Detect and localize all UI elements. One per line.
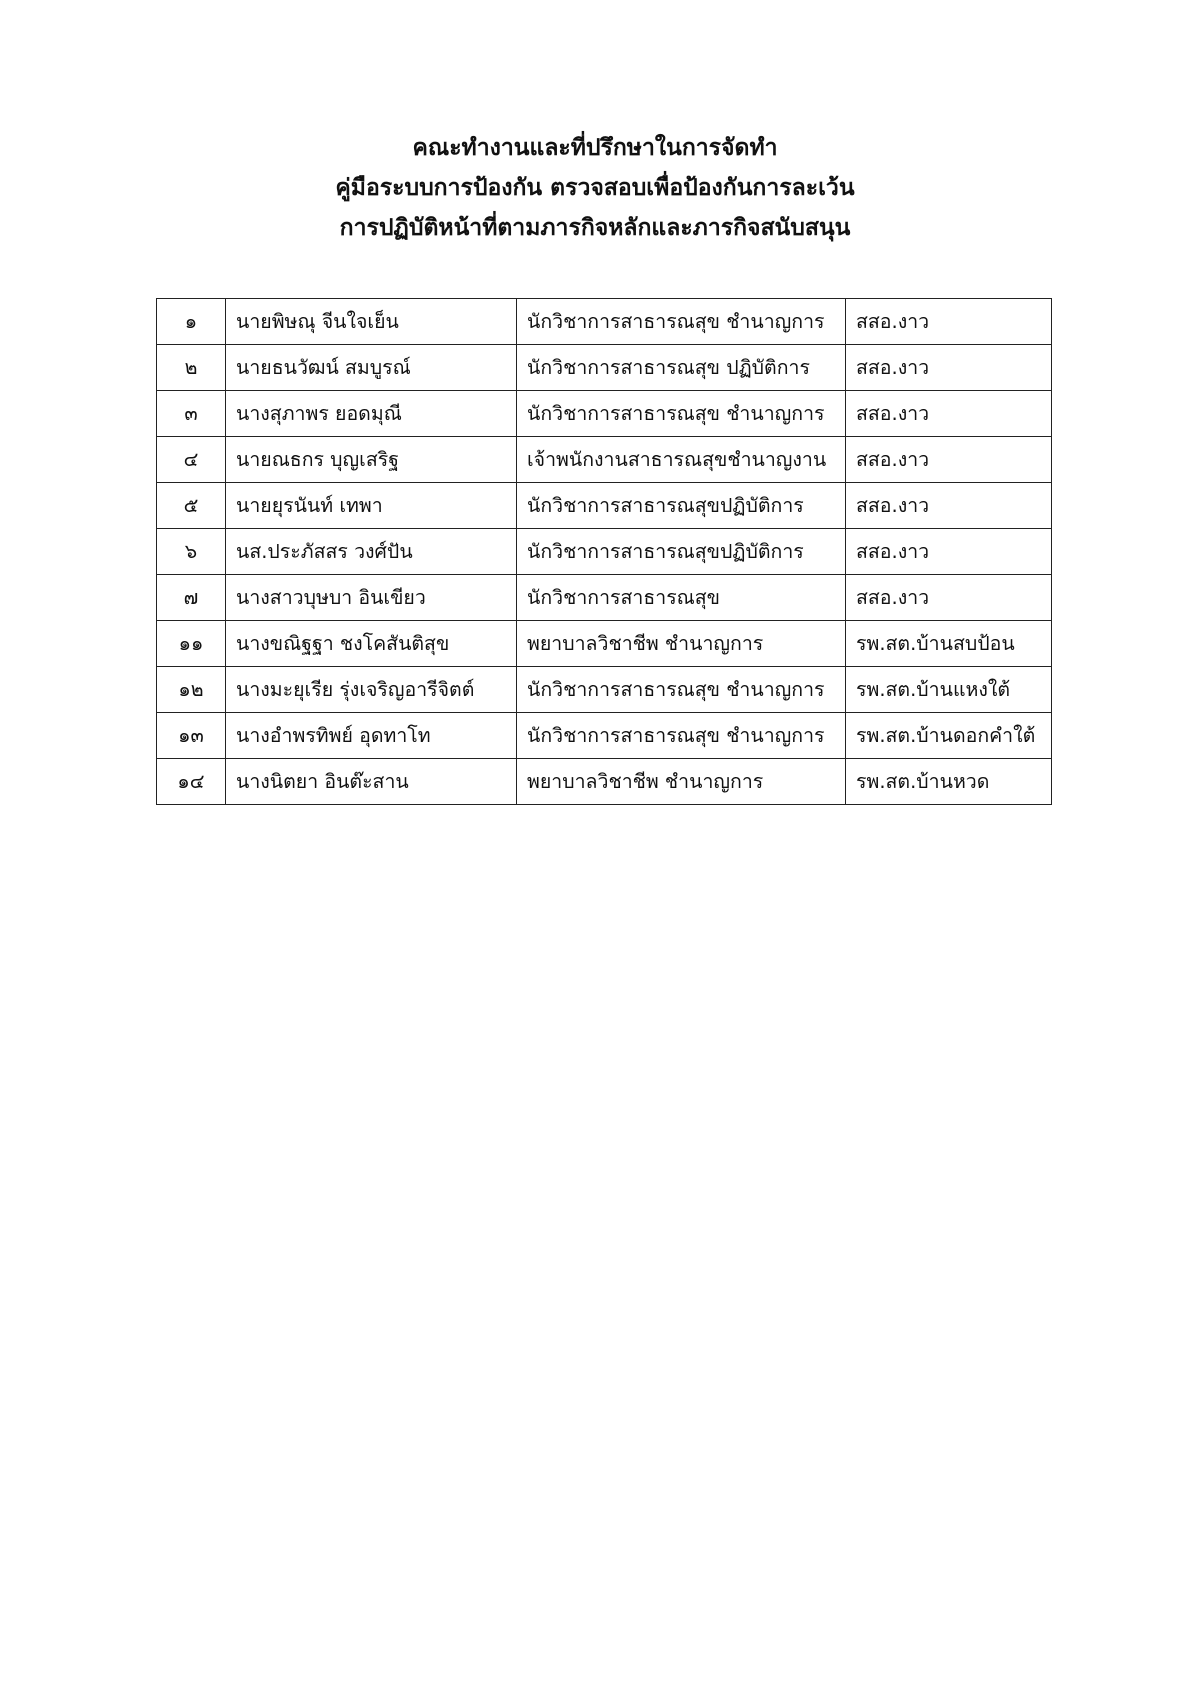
table-row (157, 713, 1052, 759)
member-name: นางสาวบุษบา อินเขียว (226, 575, 517, 621)
table-row (157, 299, 1052, 345)
member-number: ๑๓ (157, 713, 226, 759)
member-number: ๔ (157, 437, 226, 483)
committee-table (156, 298, 1052, 805)
table-row (157, 391, 1052, 437)
member-agency: สสอ.งาว (846, 299, 1052, 345)
member-agency: รพ.สต.บ้านหวด (846, 759, 1052, 805)
member-position: นักวิชาการสาธารณสุข ชำนาญการ (517, 713, 846, 759)
member-agency: สสอ.งาว (846, 345, 1052, 391)
member-agency: รพ.สต.บ้านสบป้อน (846, 621, 1052, 667)
title-line-1: คณะทำงานและที่ปรึกษาในการจัดทำ (412, 135, 778, 161)
member-number: ๖ (157, 529, 226, 575)
member-agency: สสอ.งาว (846, 575, 1052, 621)
member-agency: สสอ.งาว (846, 391, 1052, 437)
member-number: ๗ (157, 575, 226, 621)
member-number: ๑๔ (157, 759, 226, 805)
member-position: นักวิชาการสาธารณสุข (517, 575, 846, 621)
title-line-2: คู่มือระบบการป้องกัน ตรวจสอบเพื่อป้องกันการละเว้น (335, 175, 855, 201)
member-position: นักวิชาการสาธารณสุข ชำนาญการ (517, 299, 846, 345)
member-number: ๒ (157, 345, 226, 391)
member-position: นักวิชาการสาธารณสุข ปฏิบัติการ (517, 345, 846, 391)
member-position: นักวิชาการสาธารณสุข ชำนาญการ (517, 667, 846, 713)
member-position: นักวิชาการสาธารณสุขปฏิบัติการ (517, 529, 846, 575)
table-row (157, 759, 1052, 805)
document-title (0, 128, 1190, 248)
table-row (157, 345, 1052, 391)
member-agency: สสอ.งาว (846, 437, 1052, 483)
table-row (157, 529, 1052, 575)
member-position: พยาบาลวิชาชีพ ชำนาญการ (517, 759, 846, 805)
member-name: นางนิตยา อินต๊ะสาน (226, 759, 517, 805)
member-number: ๑ (157, 299, 226, 345)
member-name: นางอำพรทิพย์ อุดทาโท (226, 713, 517, 759)
member-name: นายยุรนันท์ เทพา (226, 483, 517, 529)
title-line-3: การปฏิบัติหน้าที่ตามภารกิจหลักและภารกิจสนับสนุน (339, 215, 851, 241)
member-name: นส.ประภัสสร วงศ์ปัน (226, 529, 517, 575)
member-agency: สสอ.งาว (846, 483, 1052, 529)
member-position: เจ้าพนักงานสาธารณสุขชำนาญงาน (517, 437, 846, 483)
member-name: นายพิษณุ จีนใจเย็น (226, 299, 517, 345)
member-name: นายธนวัฒน์ สมบูรณ์ (226, 345, 517, 391)
member-agency: สสอ.งาว (846, 529, 1052, 575)
member-name: นางสุภาพร ยอดมุณี (226, 391, 517, 437)
member-name: นางขณิฐฐา ชงโคสันติสุข (226, 621, 517, 667)
member-position: นักวิชาการสาธารณสุขปฏิบัติการ (517, 483, 846, 529)
member-number: ๑๒ (157, 667, 226, 713)
table-row (157, 575, 1052, 621)
table-row (157, 667, 1052, 713)
member-name: นายณธกร บุญเสริฐ (226, 437, 517, 483)
table-row (157, 621, 1052, 667)
table-row (157, 483, 1052, 529)
member-position: นักวิชาการสาธารณสุข ชำนาญการ (517, 391, 846, 437)
table-row (157, 437, 1052, 483)
member-number: ๕ (157, 483, 226, 529)
committee-table-body (157, 299, 1052, 805)
member-number: ๓ (157, 391, 226, 437)
member-number: ๑๑ (157, 621, 226, 667)
member-agency: รพ.สต.บ้านดอกคำใต้ (846, 713, 1052, 759)
member-position: พยาบาลวิชาชีพ ชำนาญการ (517, 621, 846, 667)
member-name: นางมะยุเรีย รุ่งเจริญอารีจิตต์ (226, 667, 517, 713)
member-agency: รพ.สต.บ้านแหงใต้ (846, 667, 1052, 713)
